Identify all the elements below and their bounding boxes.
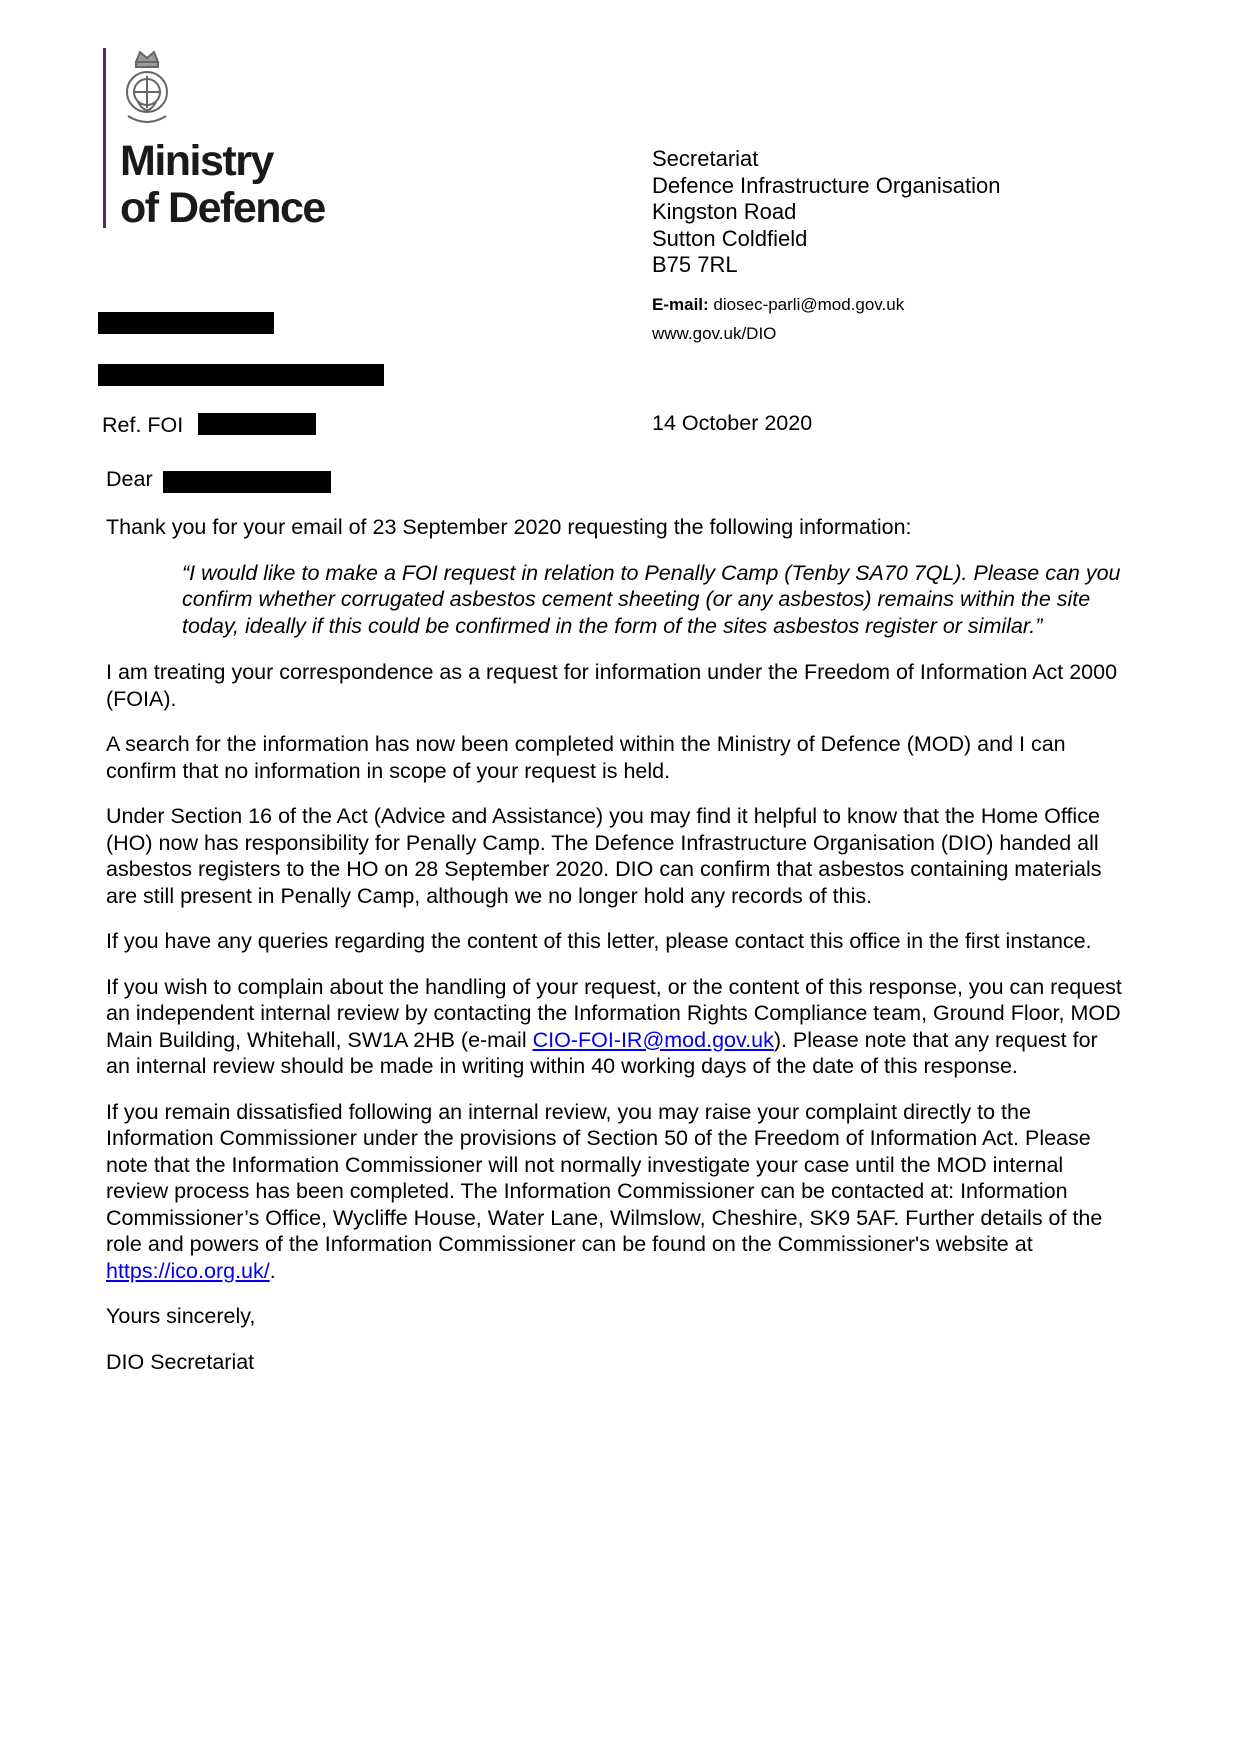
body-text-segment: ). Please note that any request for an internal review should be made in writing within 40 working days of the date of this response. [106,1027,1098,1078]
logo-line-2: of Defence [120,184,325,232]
salutation [106,467,153,492]
body-paragraph: I am treating your correspondence as a request for information under the Freedom of Information Act 2000 (FOIA). [106,660,1118,711]
body-paragraph-review [106,974,1126,1080]
redacted-recipient-name [98,312,274,334]
body-paragraph-commissioner [106,1099,1126,1285]
sender-email: diosec-parli@mod.gov.uk [713,295,905,314]
sender-website: www.gov.uk/DIO [652,324,777,343]
sender-contact [652,290,904,348]
logo-divider-bar [103,48,106,228]
address-line: Secretariat [652,146,759,171]
body-text-segment: If you wish to complain about the handling of your request, or the content of this response, you can request an independent internal review by contacting the Information Rights Compliance team, Ground Floor, MOD Main Building, Whitehall, SW1A 2HB (e-mail [106,974,1122,1052]
address-line: Kingston Road [652,199,797,224]
body-paragraph: A search for the information has now been completed within the Ministry of Defence (MOD) and I can confirm that no information in scope of your request is held. [106,732,1066,783]
reference-label: Ref. FOI [102,413,184,437]
address-line: B75 7RL [652,252,738,277]
closing: Yours sincerely, [106,1304,256,1328]
body-text-segment: If you remain dissatisfied following an internal review, you may raise your complaint directly to the Information Commissioner under the provisions of Section 50 of the Freedom of Information Act. Please note that the Information Commissioner will not normally investigate your case until the MOD internal review process has been completed. The Information Commissioner can be contacted at: Information Commissioner’s Office, Wycliffe House, Water Lane, Wilmslow, Cheshire, SK9 5AF. Further details of the role and powers of the Information Commissioner can be found on the Commissioner's website at [106,1099,1103,1256]
letter-date: 14 October 2020 [652,411,813,435]
letter-body [106,514,1126,1394]
body-paragraph: Under Section 16 of the Act (Advice and Assistance) you may find it helpful to know that the Home Office (HO) now has responsibility for Penally Camp. The Defence Infrastructure Organisation (DIO) handed all asbestos registers to the HO on 28 September 2020. DIO can confirm that asbestos containing materials are still present in Penally Camp, although we no longer hold any records of this. [106,804,1102,908]
ministry-of-defence-logo [120,138,325,232]
body-paragraph: Thank you for your email of 23 September 2020 requesting the following information: [106,515,912,539]
salutation-text: Dear [106,467,153,491]
sender-address [652,146,1001,279]
redacted-recipient-address [98,364,384,386]
cio-foi-email-link[interactable]: CIO-FOI-IR@mod.gov.uk [532,1027,774,1052]
email-label: E-mail: [652,295,709,314]
redacted-reference-number [198,413,316,435]
address-line: Defence Infrastructure Organisation [652,172,1001,198]
body-paragraph: If you have any queries regarding the content of this letter, please contact this office in the first instance. [106,929,1092,953]
signature: DIO Secretariat [106,1349,255,1374]
logo-line-1: Ministry [120,137,273,185]
reference [102,413,183,438]
body-text-segment: . [269,1258,276,1283]
quoted-request: “I would like to make a FOI request in relation to Penally Camp (Tenby SA70 7QL). Please can you confirm whether corrugated asbestos cement sheeting (or any asbestos) remains within the site today, ideally if this could be confirmed in the form of the sites asbestos register or similar.” [182,560,1121,638]
royal-crest-icon [118,46,176,130]
address-line: Sutton Coldfield [652,225,808,251]
redacted-salutation-name [163,471,331,493]
ico-website-link[interactable]: https://ico.org.uk/ [106,1258,270,1283]
